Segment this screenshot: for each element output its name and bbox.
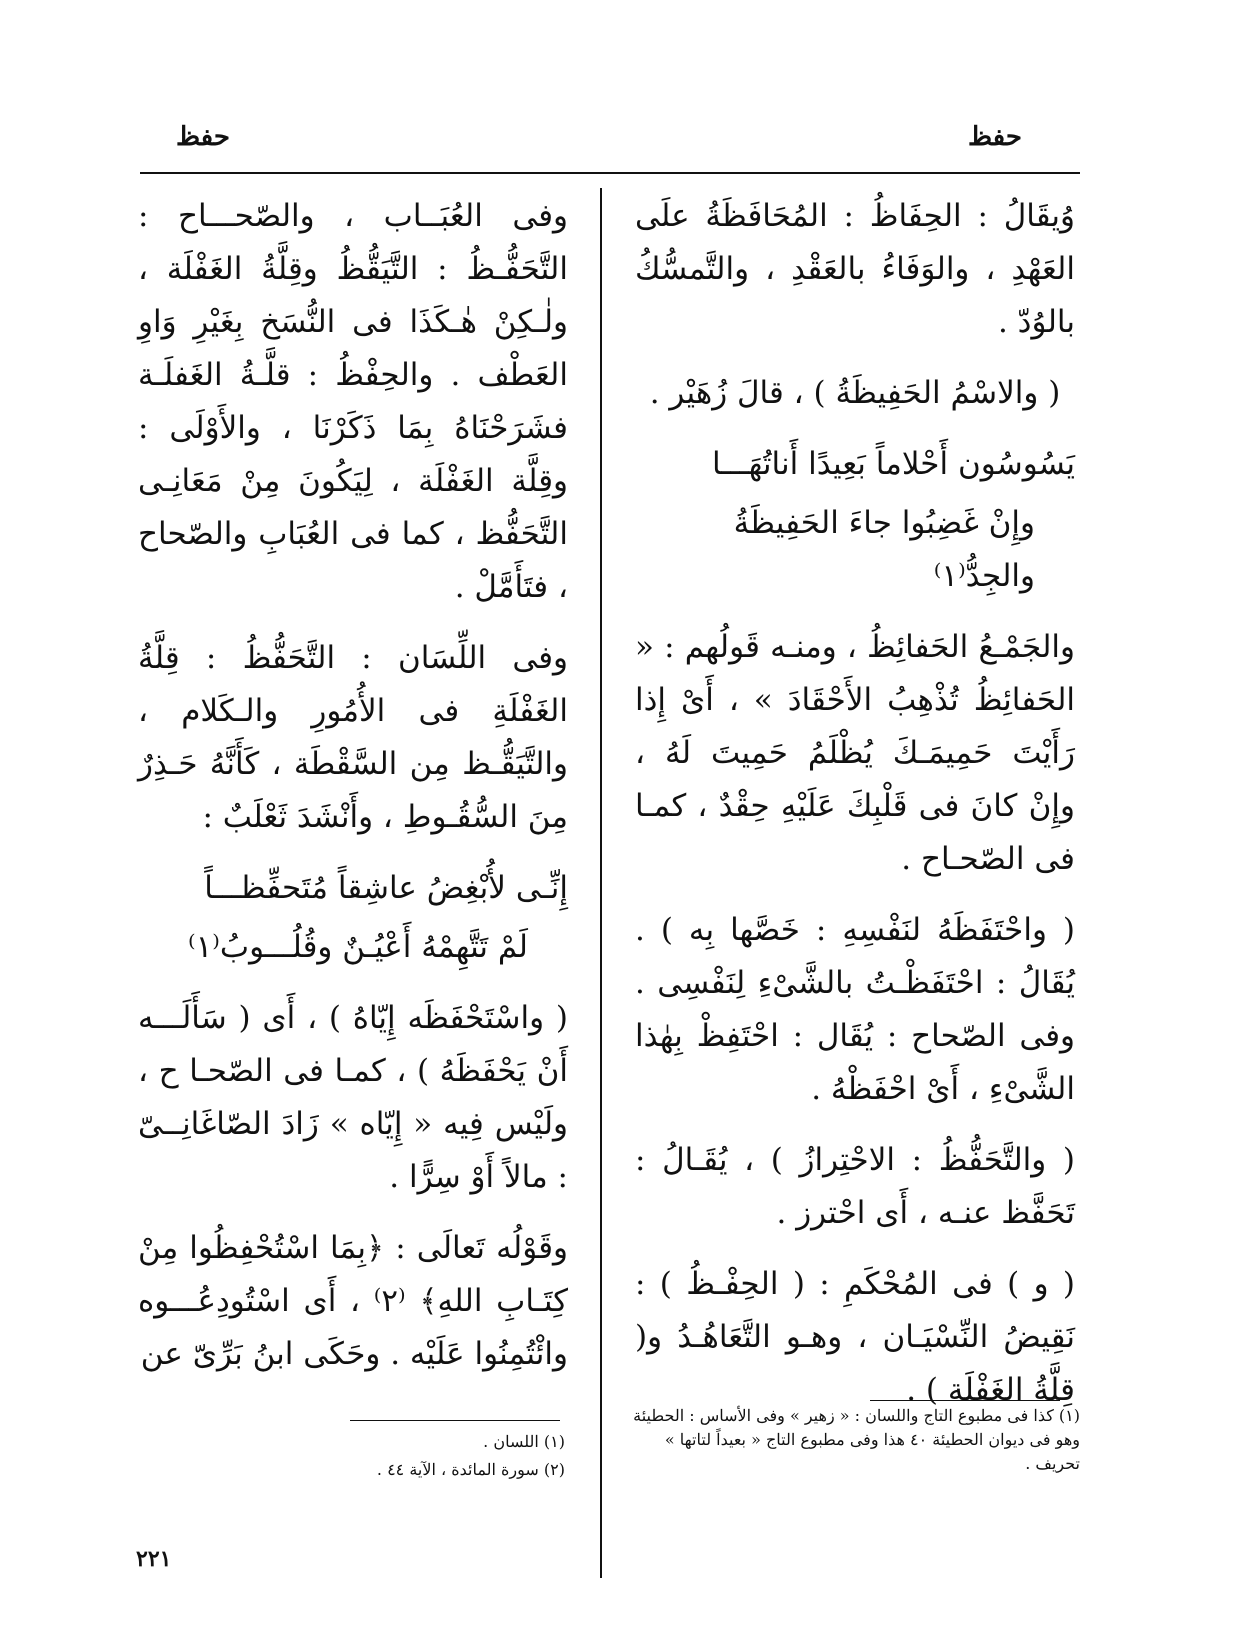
verse-line: لَمْ تَتَّهِمْهُ أَعْيُـنٌ وقُلُـــوبُ⁽١⁾ bbox=[188, 929, 528, 965]
paragraph: والجَمْـعُ الحَفائِظُ ، ومنـه قَولُهم : « الحَفائِظُ تُذْهِبُ الأَحْقَادَ » ، أَىْ إِذا رَأَيْتَ حَمِيمَـكَ يُظْلَمُ حَمِيتَ لَهُ ، وإِنْ كانَ فى قَلْبِكَ عَلَيْهِ حِقْدٌ ، كمـا فى الصّحـاح . bbox=[635, 629, 1075, 877]
paragraph: وفى اللِّسَان : التَّحَفُّظُ : قِلَّةُ الغَفْلَةِ فى الأُمُورِ والـكَلام ، والتَّيَقُّـظ مِن السَّقْطَة ، كَأَنَّهُ حَـذِرٌ مِنَ السُّقُـوطِ ، وأَنْشَدَ ثَعْلَبٌ : bbox=[138, 640, 568, 835]
left-column bbox=[138, 190, 568, 1399]
footnotes-right bbox=[620, 1404, 1080, 1480]
paragraph: ( واحْتَفَظَهُ لنَفْسِهِ : خَصَّها بِه ) . يُقَالُ : احْتَفَظْـتُ بالشَّىْءِ لِنَفْسِى . وفى الصّحاح : يُقَال : احْتَفِظْ بِهٰذا الشَّىْءِ ، أَىْ احْفَظْهُ . bbox=[635, 912, 1075, 1107]
page-number: ٢٢١ bbox=[136, 1546, 172, 1572]
paragraph: وقَوْلُه تَعالَى : ﴿بِمَا اسْتُحْفِظُوا مِنْ كِتَـابِ اللهِ﴾ ⁽٢⁾ ، أَى اسْتُودِعُـــوه وائْتُمِنُوا عَلَيْه . وحَكَى ابنُ بَرِّىّ عن bbox=[138, 1230, 568, 1372]
footnote-rule-left bbox=[350, 1420, 560, 1421]
paragraph: ( و ) فى المُحْكَمِ : ( الحِفْـظُ ) : نَقِيضُ النِّسْيَـان ، وهـو التَّعَاهُـدُ و( قِلَّةُ الغَفْلَة ) . bbox=[635, 1266, 1075, 1408]
footnote-rule-right bbox=[870, 1400, 1060, 1401]
verse-line: إِنِّـى لأُبْغِضُ عاشِقاً مُتَحفِّظـــاً bbox=[204, 870, 568, 906]
verse-line: وإِنْ غَضِبُوا جاءَ الحَفِيظَةُ والجِدُّ⁽١⁾ bbox=[733, 505, 1035, 594]
footnotes-left bbox=[300, 1430, 565, 1486]
paragraph: وُيقَالُ : الحِفَاظُ : المُحَافَظَةُ علَى العَهْدِ ، والوَفَاءُ بالعَقْدِ ، والتَّمسُّكُ بالوُدّ . bbox=[635, 198, 1075, 340]
footnote: (٢) سورة المائدة ، الآية ٤٤ . bbox=[376, 1460, 565, 1479]
running-header-right: حفظ bbox=[968, 122, 1022, 152]
paragraph: ( والاسْمُ الحَفِيظَةُ ) ، قالَ زُهَيْر . bbox=[649, 375, 1061, 411]
column-divider bbox=[600, 188, 602, 1578]
verse-line: يَسُوسُون أَحْلاماً بَعِيدًا أَناتُهَـــا bbox=[711, 446, 1075, 482]
paragraph: ( والتَّحَفُّظُ : الاحْتِرازُ ) ، يُقَـالُ : تَحَفَّظ عنـه ، أَى احْترز . bbox=[635, 1142, 1075, 1231]
paragraph: ( واسْتَحْفَظَه إِيّاهُ ) ، أَى ( سَأَلَـــه أَنْ يَحْفَظَهُ ) ، كمـا فى الصّحـا ح ، ولَيْس فِيه « إِيّاه » زَادَ الصّاغَانِــىّ : مالاً أَوْ سِرًّا . bbox=[138, 1000, 568, 1195]
header-rule bbox=[140, 172, 1080, 174]
paragraph: وفى العُبَــاب ، والصّحـــاح : التَّحَفُّـظُ : التَّيَقُّظُ وقِلَّةُ الغَفْلَة ، ولٰـكِنْ هٰـكَذَا فى النُّسَخ بِغَيْرِ وَاوِ العَطْف . والحِفْظُ : قلَّـةُ الغَفلَـة فشَرَحْنَاهُ بِمَا ذَكَرْنَا ، والأَوْلَى : وقِلَّة الغَفْلَة ، لِيَكُونَ مِنْ مَعَانِـى التَّحَفُّظ ، كما فى العُبَابِ والصّحاح ، فتَأَمَّلْ . bbox=[138, 198, 568, 605]
footnote: (١) اللسان . bbox=[483, 1432, 565, 1451]
right-column bbox=[635, 190, 1075, 1435]
running-header-left: حفظ bbox=[176, 122, 230, 152]
footnote: (١) كذا فى مطبوع التاج واللسان : « زهير » وفى الأساس : الحطيئة وهو فى ديوان الحطيئة ٤٠ هذا وفى مطبوع التاج « بعيداً لتاتها » تحريف . bbox=[633, 1406, 1080, 1473]
